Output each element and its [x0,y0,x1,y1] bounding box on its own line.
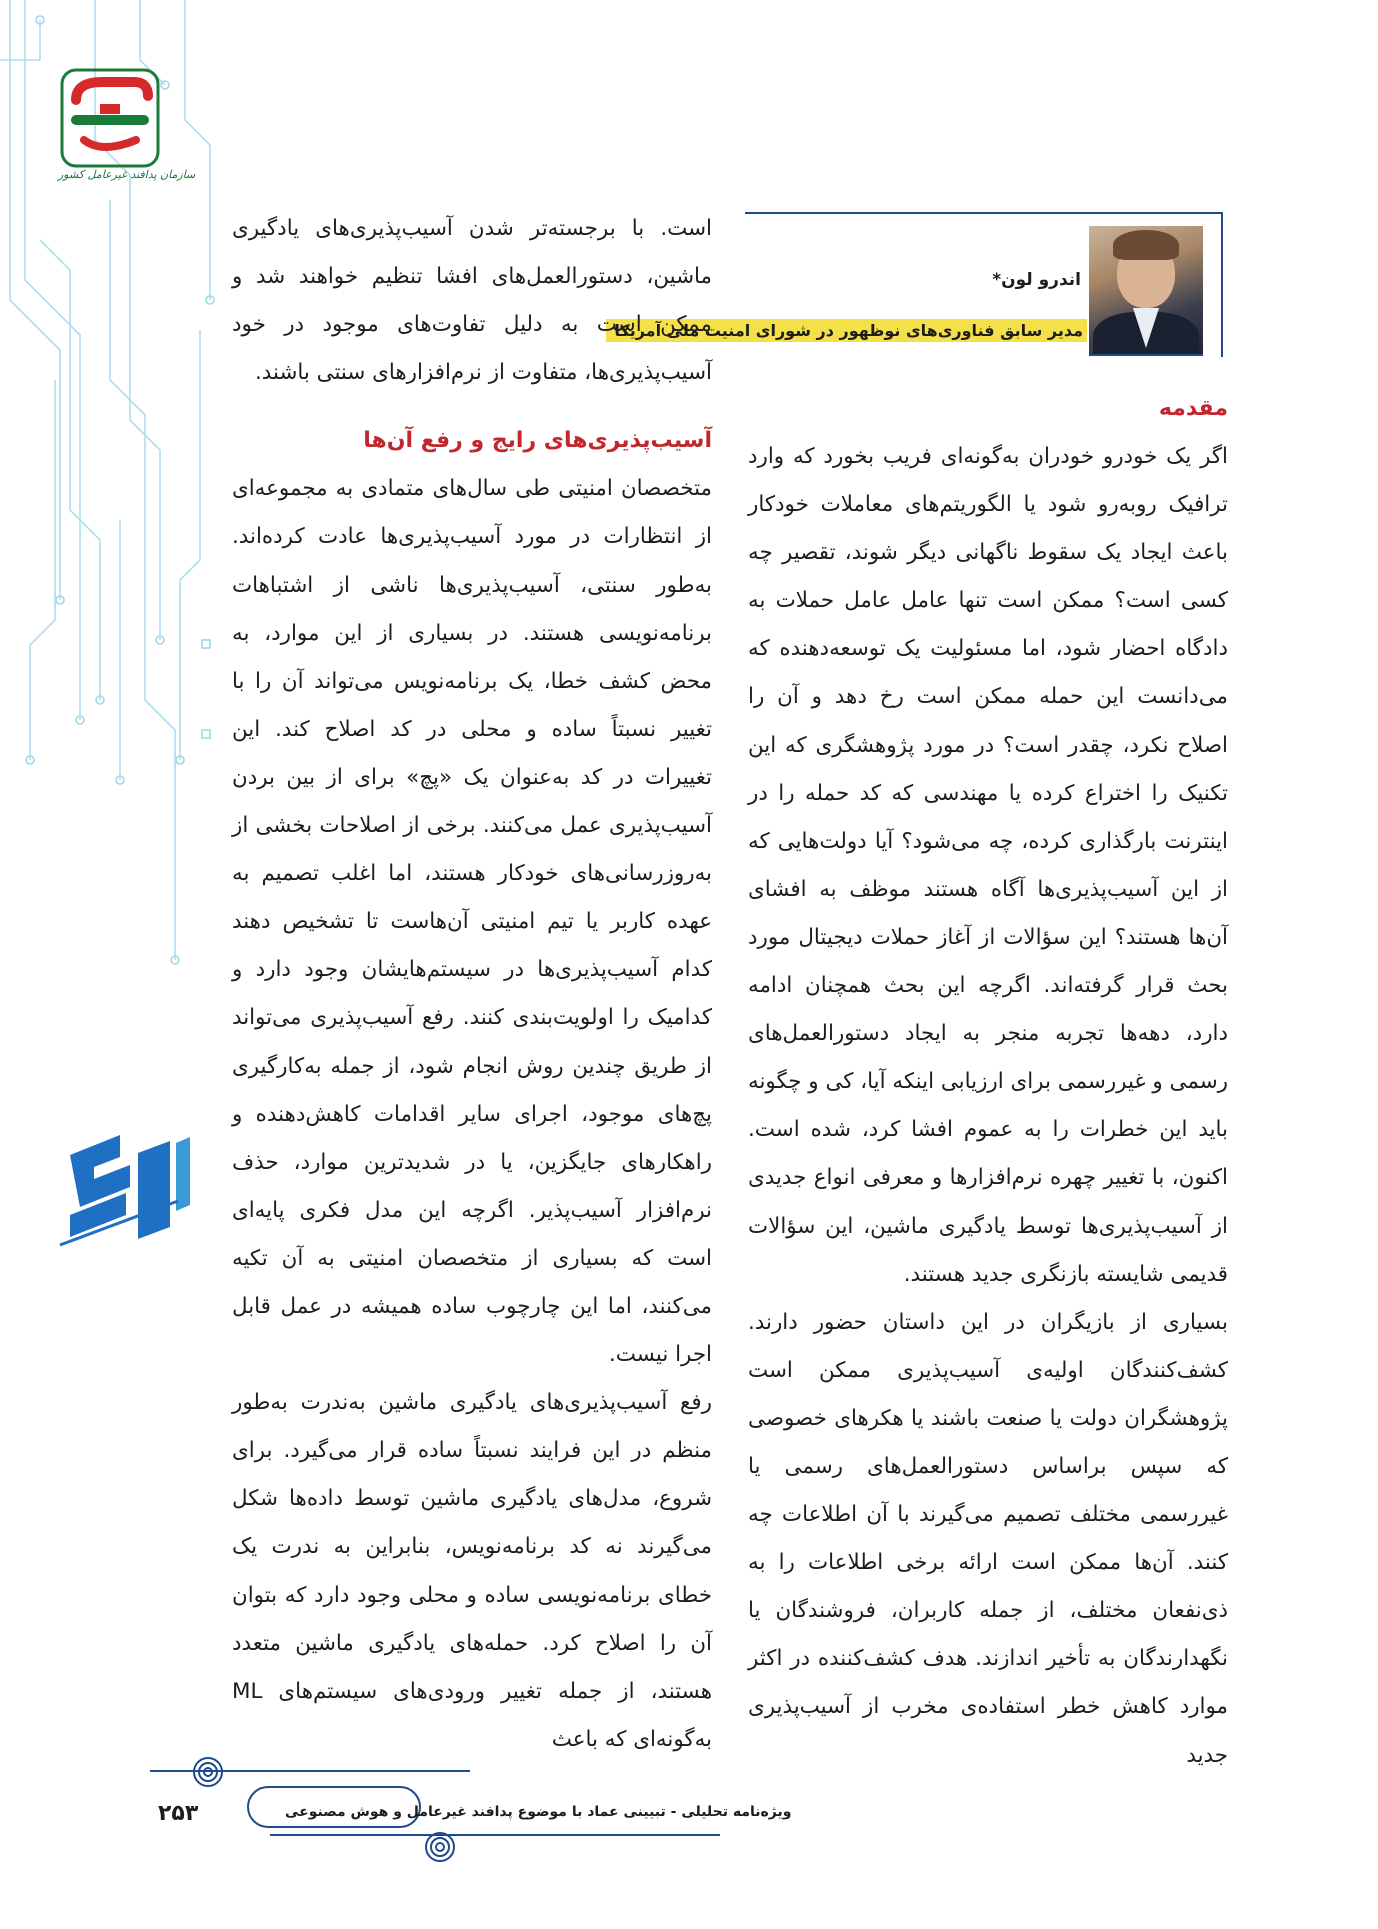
page-number: ۲۵۳ [158,1801,199,1826]
paragraph: بسیاری از بازیگران در این داستان حضور دارند. کشف‌کنندگان اولیه‌ی آسیب‌پذیری ممکن است پژوهشگران دولت یا صنعت باشند یا هکرهای خصوصی که سپس براساس دستورالعمل‌های رسمی یا غیررسمی مختلف تصمیم می‌گیرند با آن اطلاعات چه کنند. آن‌ها ممکن است ارائه برخی اطلاعات را به ذی‌نفعان مختلف، از جمله کاربران، فروشندگان یا نگهدارندگان به تأخیر اندازند. هدف کشف‌کننده در اکثر موارد کاهش خطر استفاده‌ی مخرب از آسیب‌پذیری جدید [748,1309,1228,1768]
author-name: اندرو لون* [992,270,1081,290]
paragraph: رفع آسیب‌پذیری‌های یادگیری ماشین به‌ندرت به‌طور منظم در این فرایند نسبتاً ساده قرار می‌گیرد. برای شروع، مدل‌های یادگیری ماشین توسط داده‌ها شکل می‌گیرند نه کد برنامه‌نویس، بنابراین به ندرت یک خطای برنامه‌نویسی ساده و محلی وجود دارد که بتوان آن را اصلاح کرد. حمله‌های یادگیری ماشین متعدد هستند، از جمله تغییر ورودی‌های سیستم‌های ML به‌گونه‌ای که باعث [232,1390,712,1752]
organization-logo-caption: سازمان پدافند غیرعامل کشور [58,168,196,181]
section-heading-intro: مقدمه [1158,396,1228,421]
footer-caption: ویژه‌نامه تحلیلی - تبیینی عماد با موضوع پدافند غیرعامل و هوش مصنوعی [285,1804,792,1820]
emad-logo [60,1135,190,1245]
paragraph: است. با برجسته‌تر شدن آسیب‌پذیری‌های یادگیری ماشین، دستورالعمل‌های افشا تنظیم خواهند شد و ممکن است به دلیل تفاوت‌های موجود در خود آسیب‌پذیری‌ها، متفاوت از نرم‌افزارهای سنتی باشند. [232,216,712,386]
left-column [232,205,712,1764]
paragraph: متخصصان امنیتی طی سال‌های متمادی به مجموعه‌ای از انتظارات در مورد آسیب‌پذیری‌ها عادت کرده‌اند. به‌طور سنتی، آسیب‌پذیری‌ها ناشی از اشتباهات برنامه‌نویسی هستند. در بسیاری از این موارد، به محض کشف خطا، یک برنامه‌نویس می‌تواند آن را با تغییر نسبتاً ساده و محلی در کد اصلاح کند. این تغییرات در کد به‌عنوان یک «پچ» برای از بین بردن آسیب‌پذیری عمل می‌کنند. برخی از اصلاحات بخشی از به‌روزرسانی‌های خودکار هستند، اما اغلب تصمیم به عهده کاربر یا تیم امنیتی آن‌هاست تا تشخیص دهند کدام آسیب‌پذیری‌ها در سیستم‌هایشان وجود دارد و کدامیک را اولویت‌بندی کنند. رفع آسیب‌پذیری می‌تواند از طریق چندین روش انجام شود، از جمله به‌کارگیری پچ‌های موجود، اجرای سایر اقدامات کاهش‌دهنده و راهکارهای جایگزین، یا در شدیدترین موارد، حذف نرم‌افزار آسیب‌پذیر. اگرچه این مدل فکری پایه‌ای است که بسیاری از متخصصان امنیتی به آن تکیه می‌کنند، اما این چارچوب ساده همیشه در عمل قابل اجرا نیست. [232,476,712,1368]
organization-logo [62,70,158,166]
author-photo [1089,226,1203,356]
author-box [614,212,1221,355]
paragraph: اگر یک خودرو خودران به‌گونه‌ای فریب بخورد که وارد ترافیک روبه‌رو شود یا الگوریتم‌های معاملات خودکار باعث ایجاد یک سقوط ناگهانی دیگر شوند، تقصیر چه کسی است؟ ممکن است تنها عامل عامل حملات به دادگاه احضار شود، اما مسئولیت یک توسعه‌دهنده که می‌دانست این حمله ممکن است رخ دهد و آن را اصلاح نکرد، چقدر است؟ در مورد پژوهشگری که این تکنیک را اختراع کرده یا مهندسی که کد حمله را در اینترنت بارگذاری کرده، چه می‌شود؟ آیا دولت‌هایی که از این آسیب‌پذیری‌ها آگاه هستند موظف به افشای آن‌ها هستند؟ این سؤالات از آغاز حملات دیجیتال مورد بحث قرار گرفته‌اند. اگرچه این بحث همچنان ادامه دارد، دهه‌ها تجربه منجر به ایجاد دستورالعمل‌های رسمی و غیررسمی برای ارزیابی اینکه آیا، کی و چگونه باید این خطرات را به عموم افشا کرد، شده است. اکنون، با تغییر چهره نرم‌افزارها و معرفی انواع جدیدی از آسیب‌پذیری‌ها توسط یادگیری ماشین، این سؤالات قدیمی شایسته بازنگری جدید هستند. [748,444,1228,1287]
right-column [748,396,1228,1780]
author-title: مدیر سابق فناوری‌های نوظهور در شورای امنیت ملی آمریکا [606,319,1087,342]
section-heading-vulnerabilities: آسیب‌پذیری‌های رایج و رفع آن‌ها [363,428,712,454]
